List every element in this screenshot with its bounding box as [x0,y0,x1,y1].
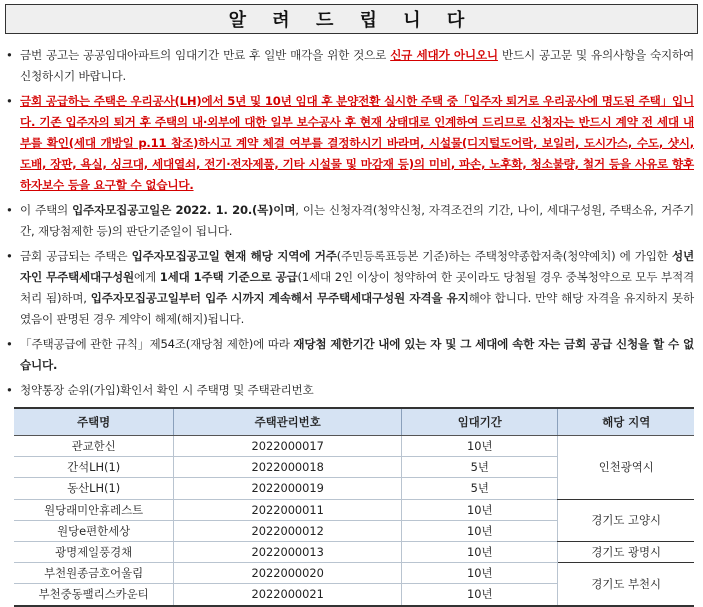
housing-name-cell: 광명제일풍경채 [14,541,174,562]
table-row [14,563,694,584]
region-cell: 경기도 광명시 [558,541,694,562]
housing-code-cell: 2022000012 [174,520,402,541]
housing-name-cell: 원당e편한세상 [14,520,174,541]
housing-code-cell: 2022000021 [174,584,402,606]
period-cell: 10년 [402,436,558,457]
housing-name-cell: 부천원종금호어울림 [14,563,174,584]
notice-paragraph-5: • 「주택공급에 관한 규칙」제54조(재당첨 제한)에 따라 재당첨 제한기간 내에 있는 자 및 그 세대에 속한 자는 금회 공급 신청을 할 수 없습니다. [6,334,694,376]
region-cell: 경기도 고양시 [558,499,694,541]
table-row [14,541,694,562]
period-cell: 10년 [402,541,558,562]
housing-table [14,407,694,607]
notice-paragraph-4: • 금회 공급되는 주택은 입주자모집공고일 현재 해당 지역에 거주(주민등록표등본 기준)하는 주택청약종합저축(청약예치) 에 가입한 성년자인 무주택세대구성원에게 1세대 1주택 기준으로 공급(1세대 2인 이상이 청약하여 한 곳이라도 당첨될 경우 중복청약으로 모두 부적격 처리 됨)하며, 입주자모집공고일부터 입주 시까지 계속해서 무주택세대구성원 자격을 유지해야 합니다. 만약 해당 자격을 유지하지 못하였음이 판명된 경우 계약이 해제(해지)됩니다. [6,246,694,330]
column-header-period: 임대기간 [402,408,558,436]
housing-code-cell: 2022000018 [174,457,402,478]
housing-name-cell: 관교한신 [14,436,174,457]
table-row [14,499,694,520]
period-cell: 10년 [402,563,558,584]
region-cell: 경기도 부천시 [558,563,694,606]
period-cell: 10년 [402,499,558,520]
housing-code-cell: 2022000013 [174,541,402,562]
column-header-region: 해당 지역 [558,408,694,436]
column-header-name: 주택명 [14,408,174,436]
housing-code-cell: 2022000019 [174,478,402,499]
bullet-icon: • [6,94,13,108]
notice-title: 알 려 드 립 니 다 [228,10,475,31]
period-cell: 10년 [402,520,558,541]
bullet-icon: • [6,337,13,351]
housing-table-wrap [14,407,694,607]
housing-name-cell: 부천중동팰리스카운티 [14,584,174,606]
bullet-icon: • [6,48,13,62]
table-header-row [14,408,694,436]
housing-name-cell: 동산LH(1) [14,478,174,499]
bullet-icon: • [6,383,13,397]
column-header-code: 주택관리번호 [174,408,402,436]
notice-content [6,45,694,405]
region-cell: 인천광역시 [558,436,694,500]
housing-code-cell: 2022000011 [174,499,402,520]
notice-paragraph-6: • 청약통장 순위(가입)확인서 확인 시 주택명 및 주택관리번호 [6,380,694,401]
table-row [14,436,694,457]
notice-paragraph-2 [6,91,694,196]
housing-name-cell: 간석LH(1) [14,457,174,478]
bullet-icon: • [6,203,13,217]
warning-paragraph: 금회 공급하는 주택은 우리공사(LH)에서 5년 및 10년 임대 후 분양전환 실시한 주택 중「입주자 퇴거로 우리공사에 명도된 주택」입니다. 기존 입주자의 퇴거 후 주택의 내·외부에 대한 일부 보수공사 후 현재 상태대로 인계하여 드리므로 신청자는 반드시 계약 전 세대 내부를 확인(세대 개방일 p.11 참조)하시고 계약 체결 여부를 결정하시기 바라며, 시설물(디지털도어락, 보일러, 도시가스, 수도, 샷시, 도배, 장판, 욕실, 싱크대, 세대열쇠, 전기·전자제품, 기타 시설물 및 마감재 등)의 미비, 파손, 노후화, 청소불량, 철거 등을 사유로 향후 하자보수 등을 요구할 수 없습니다. [20,94,694,192]
notice-title-box [5,4,698,34]
notice-paragraph-3: • 이 주택의 입주자모집공고일은 2022. 1. 20.(목)이며, 이는 신청자격(청약신청, 자격조건의 기간, 나이, 세대구성원, 주택소유, 거주기간, 재당첨제한 등)의 판단기준일이 됩니다. [6,200,694,242]
bullet-icon: • [6,249,13,263]
period-cell: 5년 [402,457,558,478]
notice-paragraph-1: • 금번 공고는 공공임대아파트의 임대기간 만료 후 일반 매각을 위한 것으로 신규 세대가 아니오니 반드시 공고문 및 유의사항을 숙지하여 신청하시기 바랍니다. [6,45,694,87]
period-cell: 10년 [402,584,558,606]
housing-name-cell: 원당래미안휴레스트 [14,499,174,520]
warning-text: 신규 세대가 아니오니 [390,48,498,62]
housing-code-cell: 2022000017 [174,436,402,457]
housing-code-cell: 2022000020 [174,563,402,584]
period-cell: 5년 [402,478,558,499]
